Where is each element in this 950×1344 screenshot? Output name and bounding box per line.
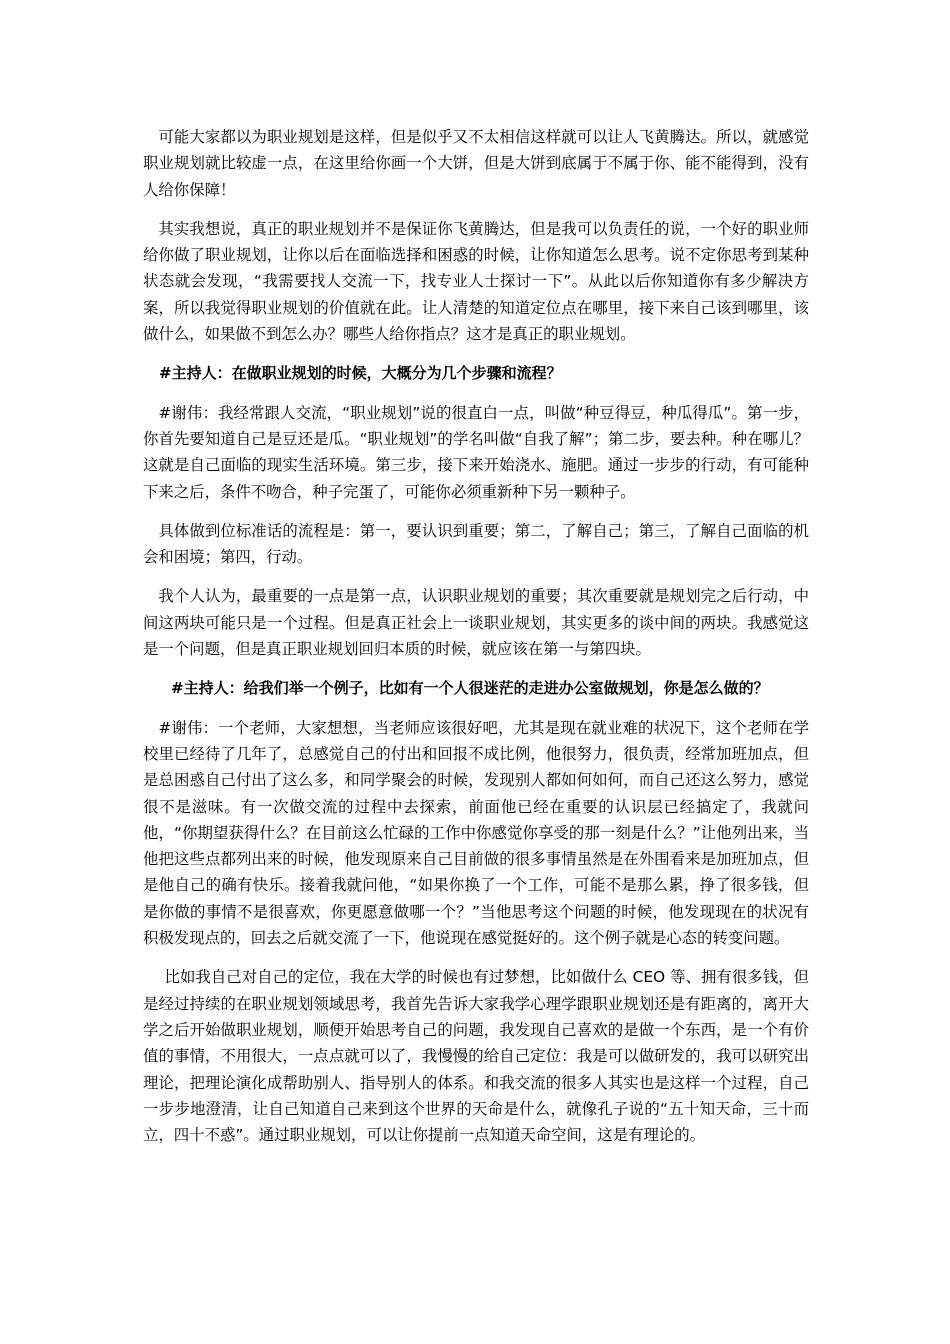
host-question-2: #主持人：给我们举一个例子，比如有一个人很迷茫的走进办公室做规划，你是怎么做的？	[171, 679, 769, 698]
paragraph-7: 比如我自己对自己的定位，我在大学的时候也有过梦想，比如做什么 CEO 等、拥有很多钱，但是经过持续的在职业规划领域思考，我首先告诉大家我学心理学跟职业规划还是有距离的，离开大学之后开始做职业规划，顺便开始思考自己的问题，我发现自己喜欢的是做一个东西，是一个有价值的事情，不用很大，一点点就可以了，我慢慢的给自己定位：我是可以做研发的，我可以研究出理论，把理论演化成帮助别人、指导别人的体系。和我交流的很多人其实也是这样一个过程，自己一步步地澄清，让自己知道自己来到这个世界的天命是什么，就像孔子说的“五十知天命，三十而立，四十不惑”。通过职业规划，可以让你提前一点知道天命空间，这是有理论的。	[143, 968, 809, 1145]
paragraph-1: 可能大家都以为职业规划是这样，但是似乎又不太相信这样就可以让人飞黄腾达。所以，就感觉职业规划就比较虚一点，在这里给你画一个大饼，但是大饼到底属于不属于你、能不能得到，没有人给你保障！	[143, 128, 809, 199]
host-question-1: #主持人：在做职业规划的时候，大概分为几个步骤和流程？	[159, 364, 562, 383]
document-body	[143, 124, 809, 1161]
paragraph-6: #谢伟：一个老师，大家想想，当老师应该很好吧，尤其是现在就业难的状况下，这个老师在学校里已经待了几年了，总感觉自己的付出和回报不成比例，他很努力，很负责，经常加班加点，但是总困惑自己付出了这么多，和同学聚会的时候，发现别人都如何如何，而自己还这么努力，感觉很不是滋味。有一次做交流的过程中去探索，前面他已经在重要的认识层已经搞定了，我就问他，“你期望获得什么？在目前这么忙碌的工作中你感觉你享受的那一刻是什么？”让他列出来，当他把这些点都列出来的时候，他发现原来自己目前做的很多事情虽然是在外围看来是加班加点，但是他自己的确有快乐。接着我就问他，“如果你换了一个工作，可能不是那么累，挣了很多钱，但是你做的事情不是很喜欢，你更愿意做哪一个？”当他思考这个问题的时候，他发现现在的状况有积极发现点的，回去之后就交流了一下，他说现在感觉挺好的。这个例子就是心态的转变问题。	[143, 718, 809, 948]
paragraph-3: #谢伟：我经常跟人交流，“职业规划”说的很直白一点，叫做“种豆得豆，种瓜得瓜”。第一步，你首先要知道自己是豆还是瓜。“职业规划”的学名叫做“自我了解”；第二步，要去种。种在哪儿？这就是自己面临的现实生活环境。第三步，接下来开始浇水、施肥。通过一步步的行动，有可能种下来之后，条件不吻合，种子完蛋了，可能你必须重新种下另一颗种子。	[143, 403, 809, 501]
paragraph-5: 我个人认为，最重要的一点是第一点，认识职业规划的重要；其次重要就是规划完之后行动，中间这两块可能只是一个过程。但是真正社会上一谈职业规划，其实更多的谈中间的两块。我感觉这是一个问题，但是真正职业规划回归本质的时候，就应该在第一与第四块。	[143, 587, 809, 659]
paragraph-2: 其实我想说，真正的职业规划并不是保证你飞黄腾达，但是我可以负责任的说，一个好的职业师给你做了职业规划，让你以后在面临选择和困惑的时候，让你知道怎么思考。说不定你思考到某种状态就会发现，“我需要找人交流一下，找专业人士探讨一下”。从此以后你知道你有多少解决方案，所以我觉得职业规划的价值就在此。让人清楚的知道定位点在哪里，接下来自己该到哪里，该做什么，如果做不到怎么办？哪些人给你指点？这才是真正的职业规划。	[143, 219, 809, 344]
paragraph-4: 具体做到位标准话的流程是：第一，要认识到重要；第二，了解自己；第三，了解自己面临的机会和困境；第四，行动。	[143, 521, 809, 567]
